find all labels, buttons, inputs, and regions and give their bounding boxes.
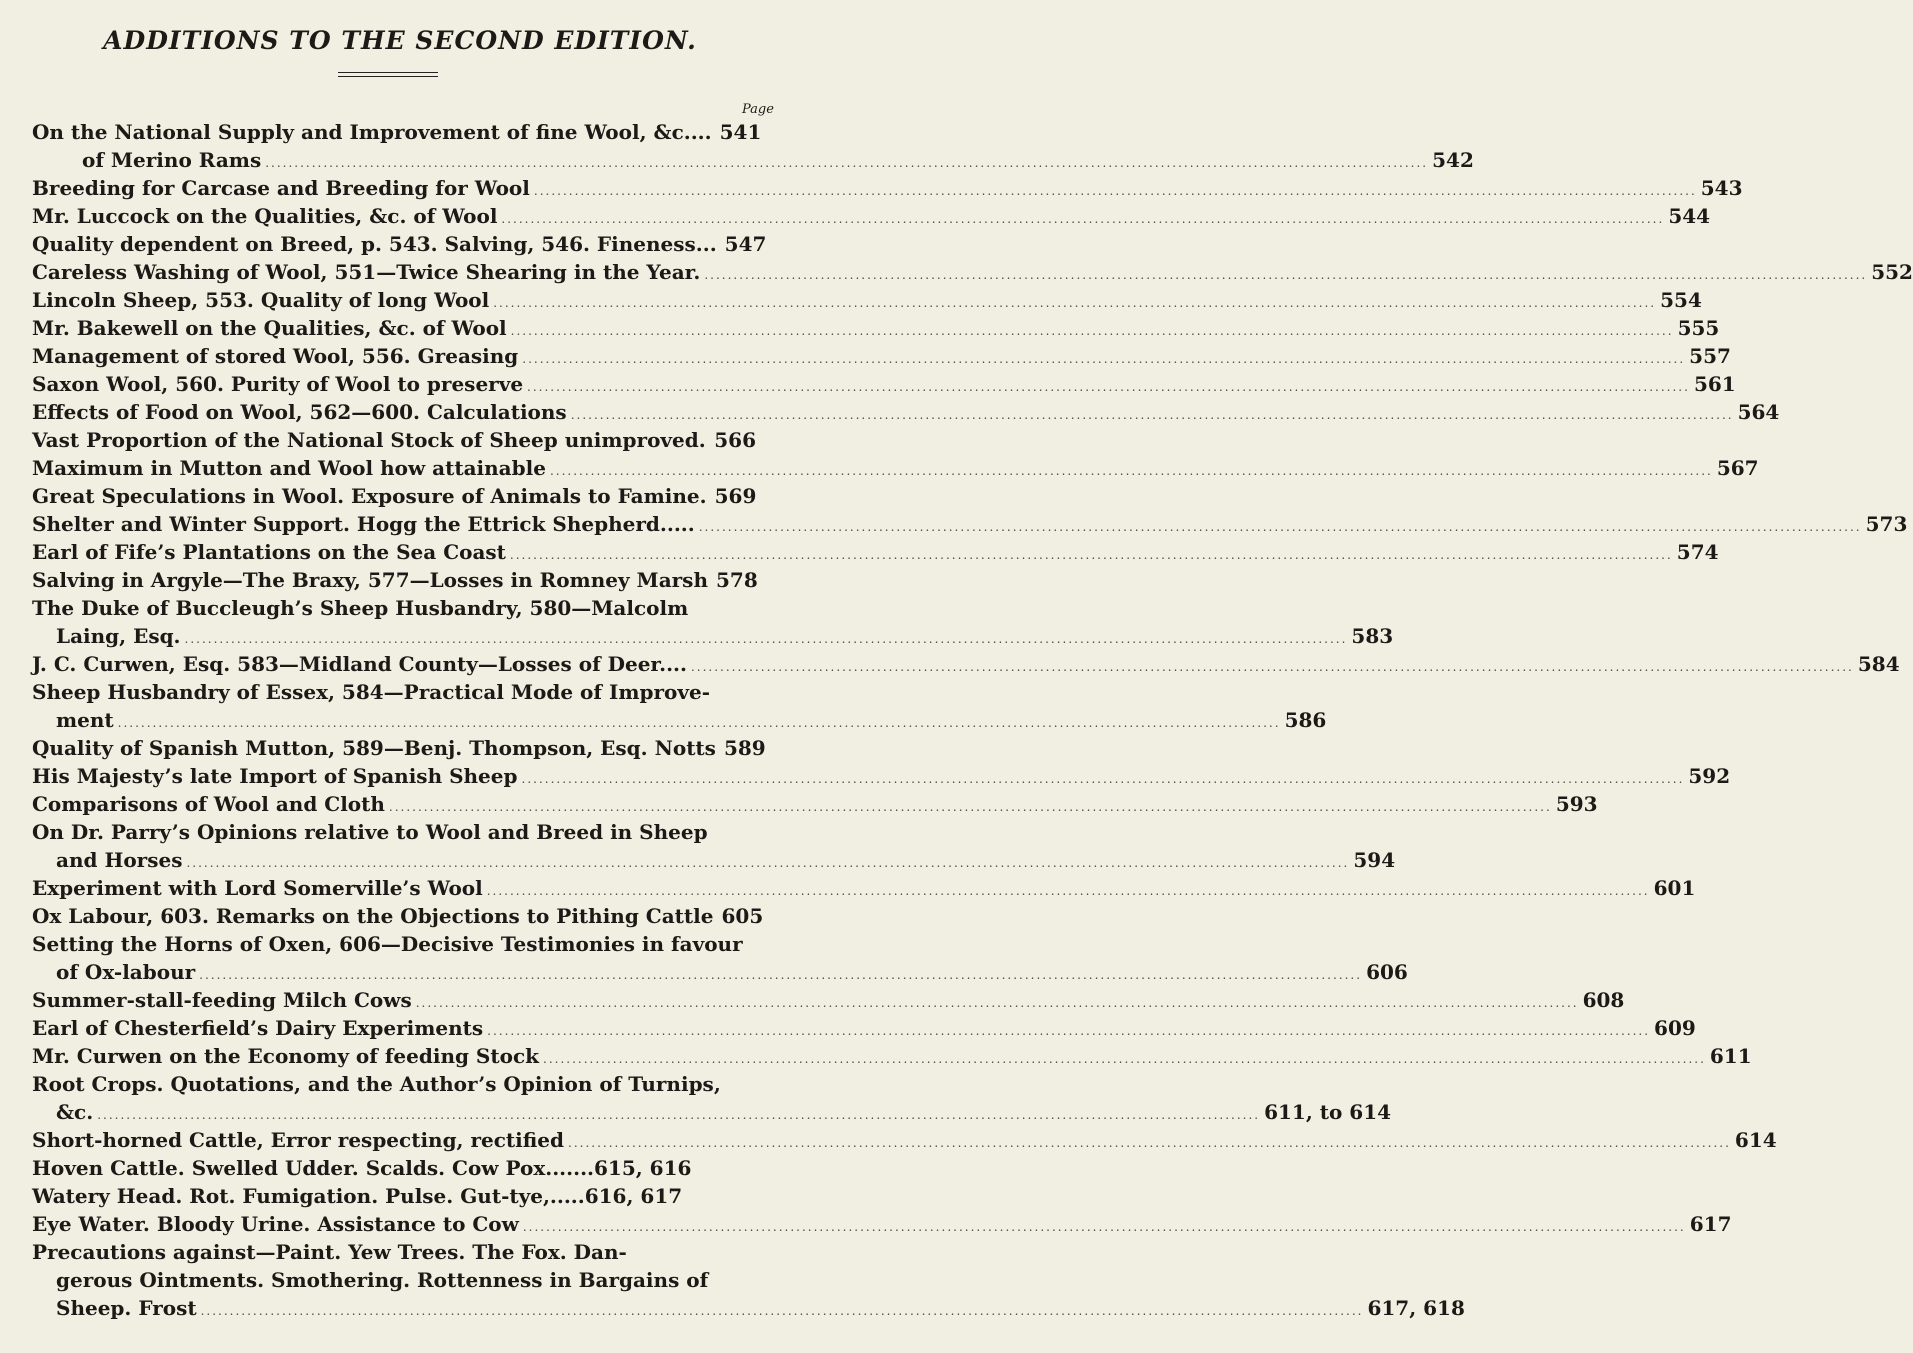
entry-text: Vast Proportion of the National Stock of Sheep unimproved. xyxy=(32,428,706,452)
contents-entry xyxy=(32,622,1394,650)
contents-entry xyxy=(32,762,1731,790)
leader-dots: ........................................................................................................................................................................................................ xyxy=(690,660,1854,674)
entry-text: Ox Labour, 603. Remarks on the Objections to Pithing Cattle xyxy=(32,904,714,928)
leader-dots: ........................................................................................................................................................................................................ xyxy=(493,296,1657,310)
leader-dots: ........................................................................................................................................................................................................ xyxy=(521,772,1685,786)
entry-text: Earl of Chesterfield’s Dairy Experiments xyxy=(32,1016,484,1040)
entry-page: 543 xyxy=(1700,176,1743,200)
contents-entry xyxy=(32,314,1720,342)
entry-page: 584 xyxy=(1857,652,1900,676)
entry-page: 601 xyxy=(1653,876,1696,900)
entry-text: Comparisons of Wool and Cloth xyxy=(32,792,385,816)
entry-page: 564 xyxy=(1737,400,1780,424)
contents-entry xyxy=(32,874,1696,902)
entry-text: Summer-stall-feeding Milch Cows xyxy=(32,988,412,1012)
contents-entry xyxy=(32,1014,1696,1042)
entry-page: 544 xyxy=(1668,204,1711,228)
entry-text: On the National Supply and Improvement of fine Wool, &c.... xyxy=(32,120,712,144)
entry-text: Experiment with Lord Somerville’s Wool xyxy=(32,876,483,900)
entry-text: J. C. Curwen, Esq. 583—Midland County—Losses of Deer.... xyxy=(32,652,687,676)
entry-page: 611, to 614 xyxy=(1264,1100,1392,1124)
entry-text: Careless Washing of Wool, 551—Twice Shearing in the Year. xyxy=(32,260,701,284)
leader-dots: ........................................................................................................................................................................................................ xyxy=(265,156,1429,170)
leader-dots: ........................................................................................................................................................................................................ xyxy=(97,1108,1261,1122)
entry-page: 594 xyxy=(1353,848,1396,872)
entry-text: Root Crops. Quotations, and the Author’s Opinion of Turnips, xyxy=(32,1072,721,1096)
contents-list xyxy=(32,118,1913,1322)
entry-text: and Horses xyxy=(56,848,183,872)
contents-entry xyxy=(32,594,782,622)
entry-text: Setting the Horns of Oxen, 606—Decisive Testimonies in favour xyxy=(32,932,743,956)
entry-page: 552 xyxy=(1871,260,1913,284)
page-column-label: Page xyxy=(742,102,774,117)
entry-text: Watery Head. Rot. Fumigation. Pulse. Gut-tye,.....616, 617 xyxy=(32,1184,683,1208)
leader-dots: ........................................................................................................................................................................................................ xyxy=(543,1052,1706,1066)
entry-text: Mr. Curwen on the Economy of feeding Stock xyxy=(32,1044,539,1068)
leader-dots: ........................................................................................................................................................................................................ xyxy=(487,1024,1651,1038)
entry-page: 555 xyxy=(1677,316,1720,340)
entry-text: Sheep. Frost xyxy=(56,1296,197,1320)
entry-page: 605 xyxy=(721,904,764,928)
leader-dots: ........................................................................................................................................................................................................ xyxy=(698,520,1862,534)
leader-dots: ........................................................................................................................................................................................................ xyxy=(704,268,1868,282)
contents-entry xyxy=(32,426,782,454)
entry-page: 566 xyxy=(714,428,756,452)
leader-dots: ........................................................................................................................................................................................................ xyxy=(522,1220,1686,1234)
leader-dots: ........................................................................................................................................................................................................ xyxy=(549,464,1713,478)
entry-text: Sheep Husbandry of Essex, 584—Practical Mode of Improve- xyxy=(32,680,710,704)
entry-page: 586 xyxy=(1284,708,1327,732)
contents-entry xyxy=(32,230,782,258)
contents-entry xyxy=(32,846,1396,874)
contents-entry xyxy=(32,482,782,510)
page-header: ADDITIONS TO THE SECOND EDITION. xyxy=(103,26,697,55)
entry-page: 593 xyxy=(1555,792,1598,816)
leader-dots: ........................................................................................................................................................................................................ xyxy=(533,184,1697,198)
entry-text: Salving in Argyle—The Braxy, 577—Losses in Romney Marsh xyxy=(32,568,708,592)
entry-text: Hoven Cattle. Swelled Udder. Scalds. Cow Pox.......615, 616 xyxy=(32,1156,692,1180)
contents-entry xyxy=(32,202,1711,230)
entry-text: Lincoln Sheep, 553. Quality of long Wool xyxy=(32,288,490,312)
contents-entry xyxy=(32,1238,782,1266)
contents-entry xyxy=(32,958,1408,986)
entry-text: Laing, Esq. xyxy=(56,624,181,648)
entry-text: His Majesty’s late Import of Spanish Sheep xyxy=(32,764,518,788)
contents-entry xyxy=(32,790,1598,818)
contents-entry xyxy=(32,286,1702,314)
entry-text: On Dr. Parry’s Opinions relative to Wool and Breed in Sheep xyxy=(32,820,708,844)
leader-dots xyxy=(710,429,711,457)
entry-page: 617 xyxy=(1689,1212,1732,1236)
entry-text: Effects of Food on Wool, 562—600. Calculations xyxy=(32,400,567,424)
contents-entry xyxy=(32,1070,782,1098)
entry-page: 578 xyxy=(716,568,758,592)
contents-entry xyxy=(32,1266,782,1294)
entry-page: 561 xyxy=(1693,372,1736,396)
entry-page: 617, 618 xyxy=(1367,1296,1465,1320)
contents-entry xyxy=(32,678,782,706)
entry-text: Maximum in Mutton and Wool how attainable xyxy=(32,456,546,480)
entry-page: 614 xyxy=(1734,1128,1777,1152)
leader-dots: ........................................................................................................................................................................................................ xyxy=(184,632,1348,646)
contents-entry xyxy=(32,1098,1392,1126)
leader-dots: ........................................................................................................................................................................................................ xyxy=(570,408,1734,422)
leader-dots: ........................................................................................................................................................................................................ xyxy=(486,884,1650,898)
header-rule xyxy=(338,72,438,77)
entry-text: &c. xyxy=(56,1100,94,1124)
entry-text: Breeding for Carcase and Breeding for Wool xyxy=(32,176,530,200)
leader-dots: ........................................................................................................................................................................................................ xyxy=(117,716,1281,730)
entry-page: 606 xyxy=(1366,960,1408,984)
contents-entry xyxy=(32,258,1913,286)
leader-dots: ........................................................................................................................................................................................................ xyxy=(509,548,1673,562)
entry-page: 569 xyxy=(714,484,757,508)
entry-page: 542 xyxy=(1432,148,1474,172)
contents-entry xyxy=(32,398,1780,426)
entry-page: 609 xyxy=(1654,1016,1696,1040)
entry-page: 554 xyxy=(1660,288,1702,312)
contents-entry xyxy=(32,510,1908,538)
entry-page: 589 xyxy=(723,736,766,760)
entry-page: 541 xyxy=(719,120,762,144)
entry-text: Saxon Wool, 560. Purity of Wool to preserve xyxy=(32,372,524,396)
entry-text: Shelter and Winter Support. Hogg the Ettrick Shepherd..... xyxy=(32,512,695,536)
entry-page: 611 xyxy=(1709,1044,1752,1068)
leader-dots: ........................................................................................................................................................................................................ xyxy=(388,800,1552,814)
entry-page: 608 xyxy=(1582,988,1625,1012)
leader-dots: ........................................................................................................................................................................................................ xyxy=(510,324,1674,338)
contents-entry xyxy=(32,342,1731,370)
contents-entry xyxy=(32,1126,1777,1154)
contents-entry xyxy=(32,1210,1732,1238)
entry-text: Mr. Bakewell on the Qualities, &c. of Wool xyxy=(32,316,507,340)
contents-entry xyxy=(32,818,782,846)
entry-text: Precautions against—Paint. Yew Trees. The Fox. Dan- xyxy=(32,1240,627,1264)
entry-text: ment xyxy=(56,708,114,732)
contents-entry xyxy=(32,986,1625,1014)
contents-entry xyxy=(32,118,782,146)
contents-entry xyxy=(32,734,782,762)
contents-entry xyxy=(32,1154,782,1182)
contents-entry xyxy=(32,1042,1752,1070)
entry-text: Great Speculations in Wool. Exposure of Animals to Famine. xyxy=(32,484,707,508)
entry-text: Earl of Fife’s Plantations on the Sea Coast xyxy=(32,540,506,564)
entry-text: Management of stored Wool, 556. Greasing xyxy=(32,344,519,368)
contents-entry xyxy=(32,706,1327,734)
leader-dots: ........................................................................................................................................................................................................ xyxy=(186,856,1350,870)
entry-text: Quality of Spanish Mutton, 589—Benj. Thompson, Esq. Notts xyxy=(32,736,716,760)
contents-entry xyxy=(32,1182,782,1210)
entry-page: 573 xyxy=(1865,512,1908,536)
entry-text: Eye Water. Bloody Urine. Assistance to Cow xyxy=(32,1212,519,1236)
entry-page: 567 xyxy=(1716,456,1759,480)
contents-entry xyxy=(32,566,782,594)
contents-entry xyxy=(32,146,1474,174)
leader-dots: ........................................................................................................................................................................................................ xyxy=(522,352,1686,366)
leader-dots: ........................................................................................................................................................................................................ xyxy=(501,212,1665,226)
leader-dots: ........................................................................................................................................................................................................ xyxy=(527,380,1690,394)
contents-entry xyxy=(32,1294,1465,1322)
entry-text: Mr. Luccock on the Qualities, &c. of Wool xyxy=(32,204,498,228)
leader-dots: ........................................................................................................................................................................................................ xyxy=(200,1304,1364,1318)
entry-text: gerous Ointments. Smothering. Rottenness in Bargains of xyxy=(56,1268,709,1292)
entry-text: of Ox-labour xyxy=(56,960,196,984)
entry-text: Quality dependent on Breed, p. 543. Salving, 546. Fineness... xyxy=(32,232,717,256)
entry-text: The Duke of Buccleugh’s Sheep Husbandry, 580—Malcolm xyxy=(32,596,689,620)
leader-dots: ........................................................................................................................................................................................................ xyxy=(568,1136,1731,1150)
contents-entry xyxy=(32,902,782,930)
entry-page: 547 xyxy=(724,232,767,256)
entry-text: of Merino Rams xyxy=(82,148,262,172)
contents-entry xyxy=(32,650,1900,678)
contents-entry xyxy=(32,538,1719,566)
contents-entry xyxy=(32,174,1743,202)
leader-dots: ........................................................................................................................................................................................................ xyxy=(415,996,1579,1010)
contents-entry xyxy=(32,454,1759,482)
entry-page: 557 xyxy=(1689,344,1731,368)
contents-entry xyxy=(32,370,1736,398)
entry-text: Short-horned Cattle, Error respecting, rectified xyxy=(32,1128,565,1152)
entry-page: 574 xyxy=(1676,540,1719,564)
entry-page: 583 xyxy=(1351,624,1394,648)
leader-dots: ........................................................................................................................................................................................................ xyxy=(199,968,1363,982)
contents-entry xyxy=(32,930,782,958)
entry-page: 592 xyxy=(1688,764,1731,788)
